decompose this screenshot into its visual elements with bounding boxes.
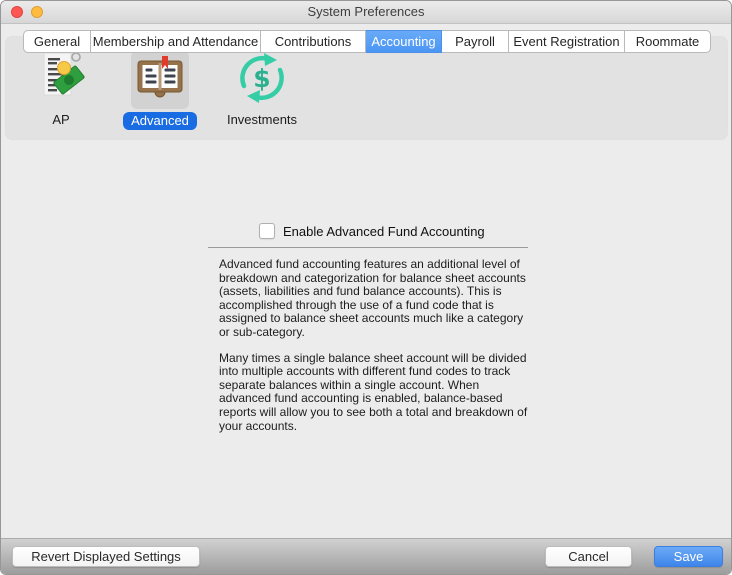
ledger-book-icon <box>135 55 185 106</box>
enable-advanced-fund-accounting-row <box>259 223 485 239</box>
toolbar-item-advanced-label: Advanced <box>123 112 197 130</box>
tab-contributions[interactable]: Contributions <box>261 30 366 53</box>
description-paragraph-1: Advanced fund accounting features an additional level of breakdown and categorization for balance sheet accounts (assets, liabilities and fund balance accounts). This is accomplished through the use of a fund code that is assigned to balance sheet accounts much like a category or sub-category. <box>219 257 526 339</box>
tab-general[interactable]: General <box>23 30 91 53</box>
circular-arrows-dollar-icon <box>236 52 288 109</box>
toolbar-item-investments-label: Investments <box>226 112 298 127</box>
enable-advanced-fund-accounting-label: Enable Advanced Fund Accounting <box>283 223 485 239</box>
tab-event-registration[interactable]: Event Registration <box>509 30 625 53</box>
description-paragraph-2: Many times a single balance sheet account will be divided into multiple accounts with different fund codes to track separate balances within a single account. When advanced fund accounting is enabled, balance-based reports will allow you to see both a total and breakdown of your accounts. <box>219 350 528 433</box>
toolbar-item-investments[interactable] <box>212 51 312 127</box>
save-button[interactable]: Save <box>654 546 723 567</box>
tab-accounting[interactable]: Accounting <box>366 30 442 53</box>
section-divider <box>208 247 528 248</box>
title-bar <box>1 1 731 24</box>
footer-bar <box>1 538 731 574</box>
tab-roommate[interactable]: Roommate <box>625 30 711 53</box>
enable-advanced-fund-accounting-checkbox[interactable] <box>259 223 275 239</box>
revert-displayed-settings-button[interactable]: Revert Displayed Settings <box>12 546 200 567</box>
svg-text:$: $ <box>253 63 271 93</box>
advanced-fund-accounting-description <box>219 258 529 445</box>
tab-payroll[interactable]: Payroll <box>442 30 509 53</box>
toolbar-item-advanced[interactable] <box>120 51 200 130</box>
cancel-button[interactable]: Cancel <box>545 546 632 567</box>
preferences-tab-bar <box>23 30 711 53</box>
window-title: System Preferences <box>307 4 425 19</box>
invoice-money-icon <box>36 52 86 109</box>
toolbar-item-ap-label: AP <box>52 112 70 127</box>
toolbar-item-ap[interactable] <box>24 51 98 127</box>
tab-membership-and-attendance[interactable]: Membership and Attendance <box>91 30 261 53</box>
